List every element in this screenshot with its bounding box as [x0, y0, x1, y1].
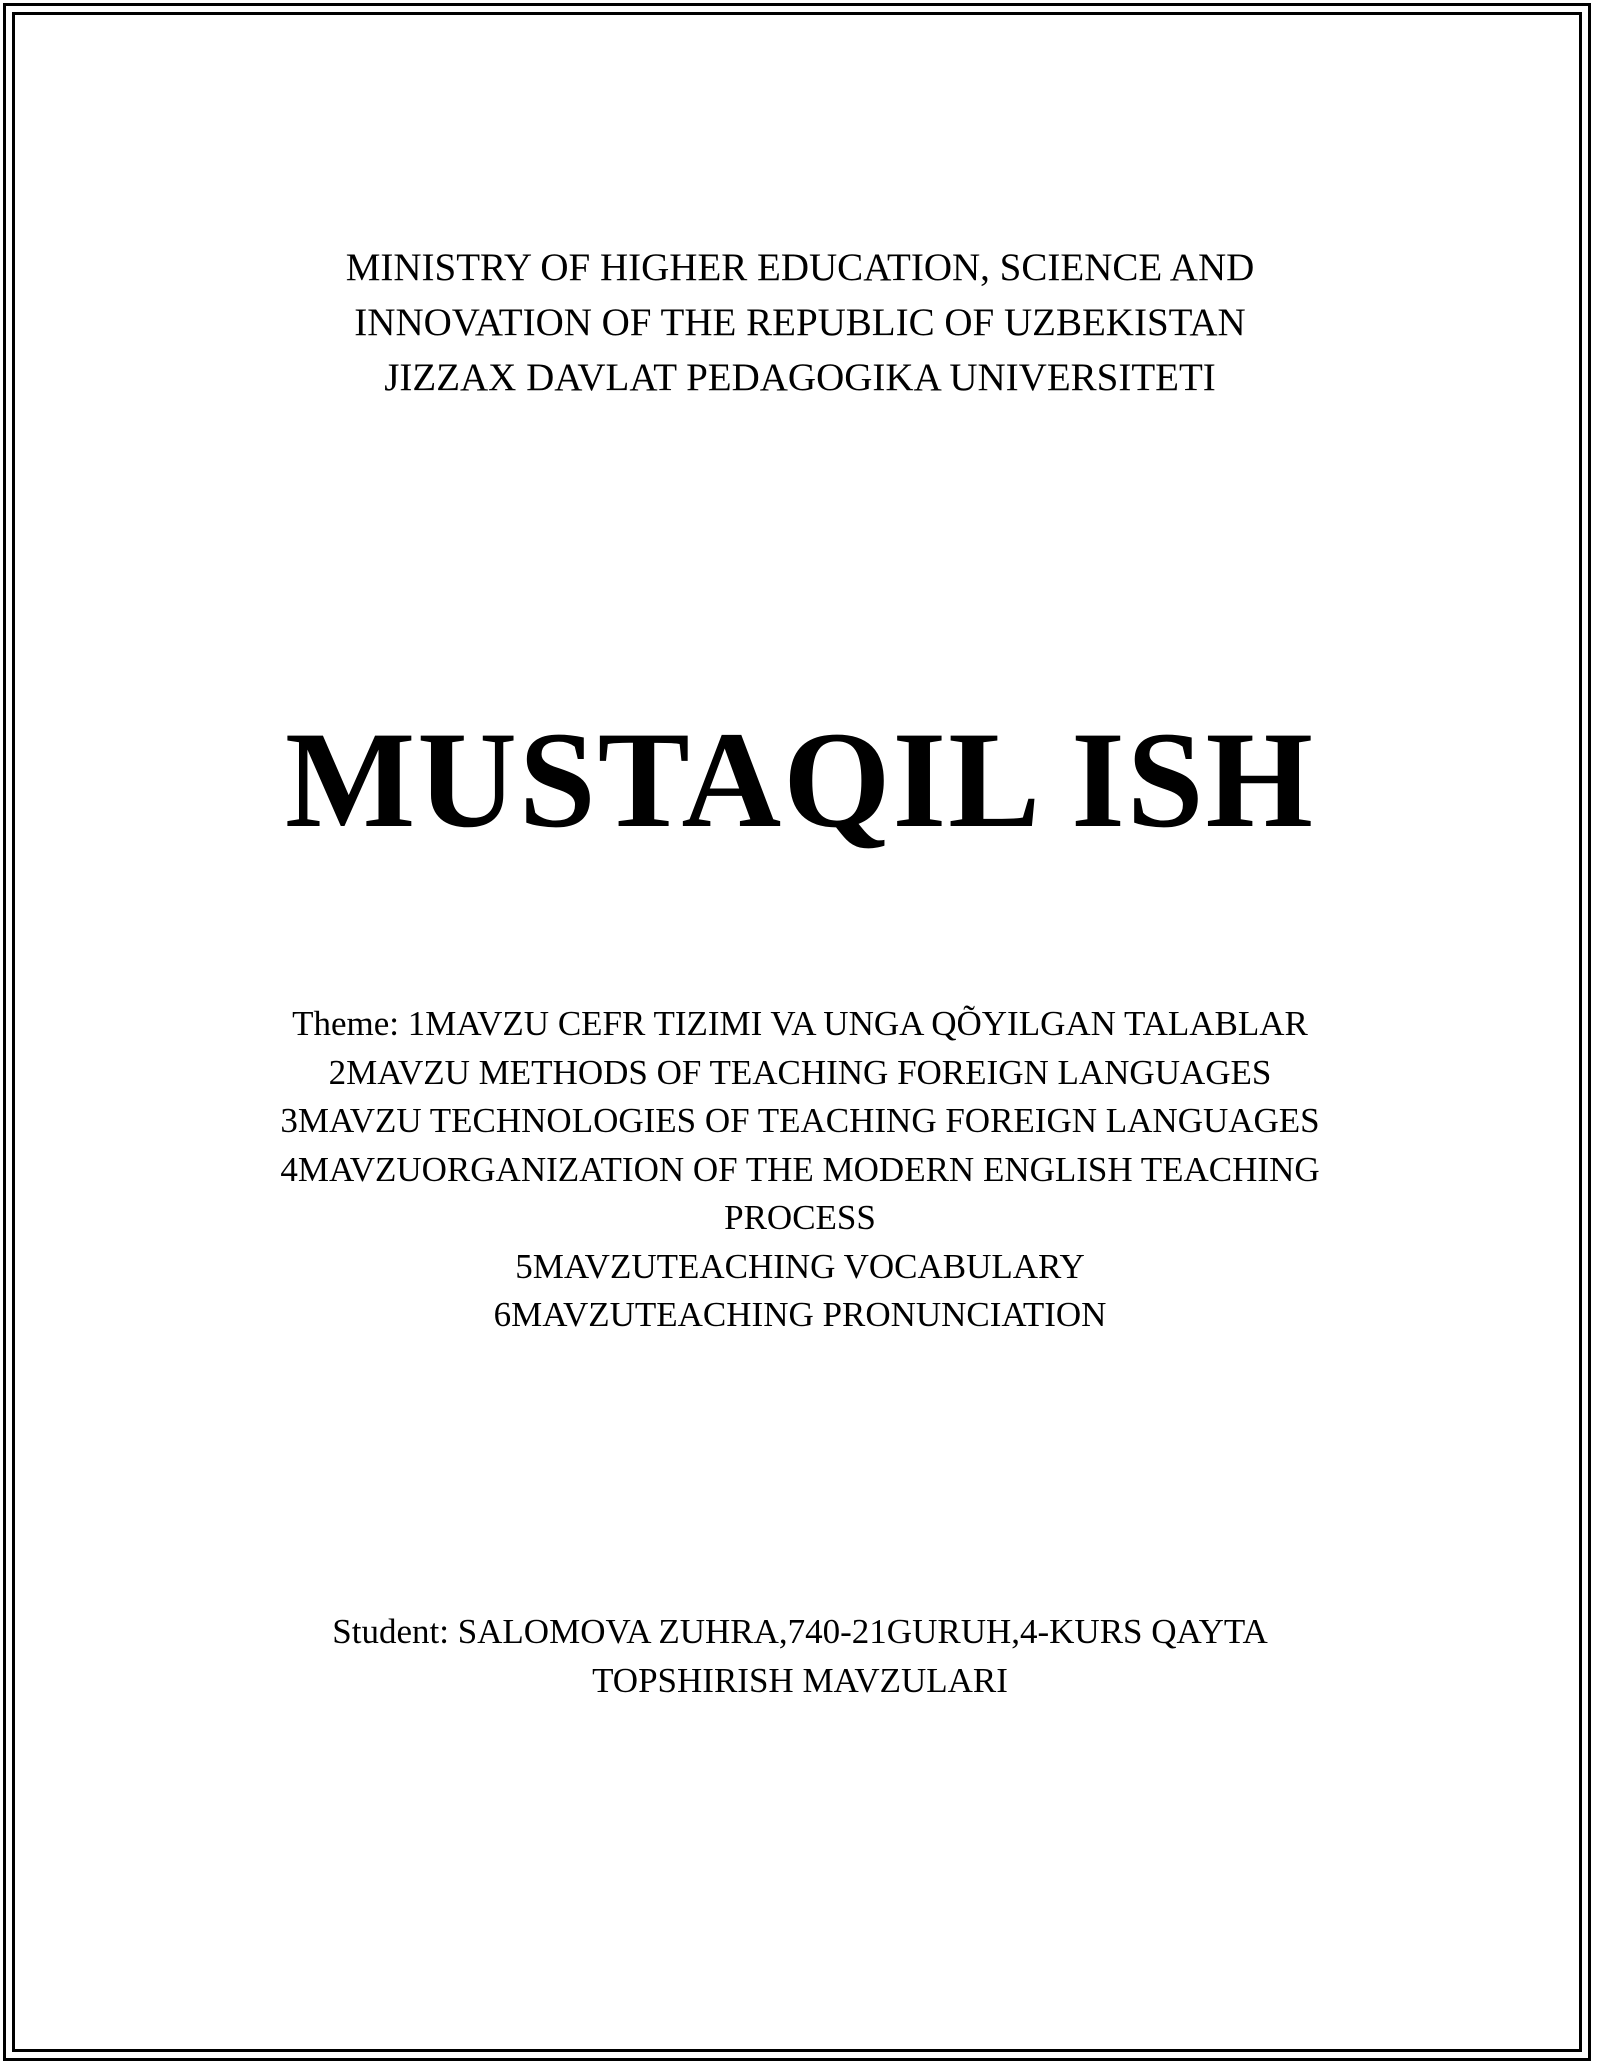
- document-title: MUSTAQIL ISH: [285, 703, 1315, 856]
- theme-line-2: 2MAVZU METHODS OF TEACHING FOREIGN LANGUAGES: [328, 1052, 1272, 1092]
- ministry-line-2: INNOVATION OF THE REPUBLIC OF UZBEKISTAN: [354, 301, 1246, 344]
- student-line-2: TOPSHIRISH MAVZULARI: [592, 1661, 1008, 1700]
- student-info: [0, 1607, 1600, 1705]
- institution-header: [0, 240, 1600, 405]
- ministry-line-1: MINISTRY OF HIGHER EDUCATION, SCIENCE AND: [345, 246, 1255, 289]
- theme-line-6: 5MAVZUTEACHING VOCABULARY: [515, 1246, 1085, 1286]
- theme-line-7: 6MAVZUTEACHING PRONUNCIATION: [493, 1295, 1107, 1334]
- university-name: JIZZAX DAVLAT PEDAGOGIKA UNIVERSITETI: [384, 356, 1216, 399]
- theme-line-5: PROCESS: [724, 1198, 876, 1237]
- theme-line-4: 4MAVZUORGANIZATION OF THE MODERN ENGLISH TEACHING: [280, 1149, 1320, 1189]
- student-line-1: Student: SALOMOVA ZUHRA,740-21GURUH,4-KURS QAYTA: [332, 1612, 1268, 1651]
- theme-list: [0, 1000, 1600, 1340]
- theme-line-1: Theme: 1MAVZU CEFR TIZIMI VA UNGA QÕYILGAN TALABLAR: [292, 1004, 1308, 1043]
- theme-line-3: 3MAVZU TECHNOLOGIES OF TEACHING FOREIGN LANGUAGES: [280, 1101, 1320, 1140]
